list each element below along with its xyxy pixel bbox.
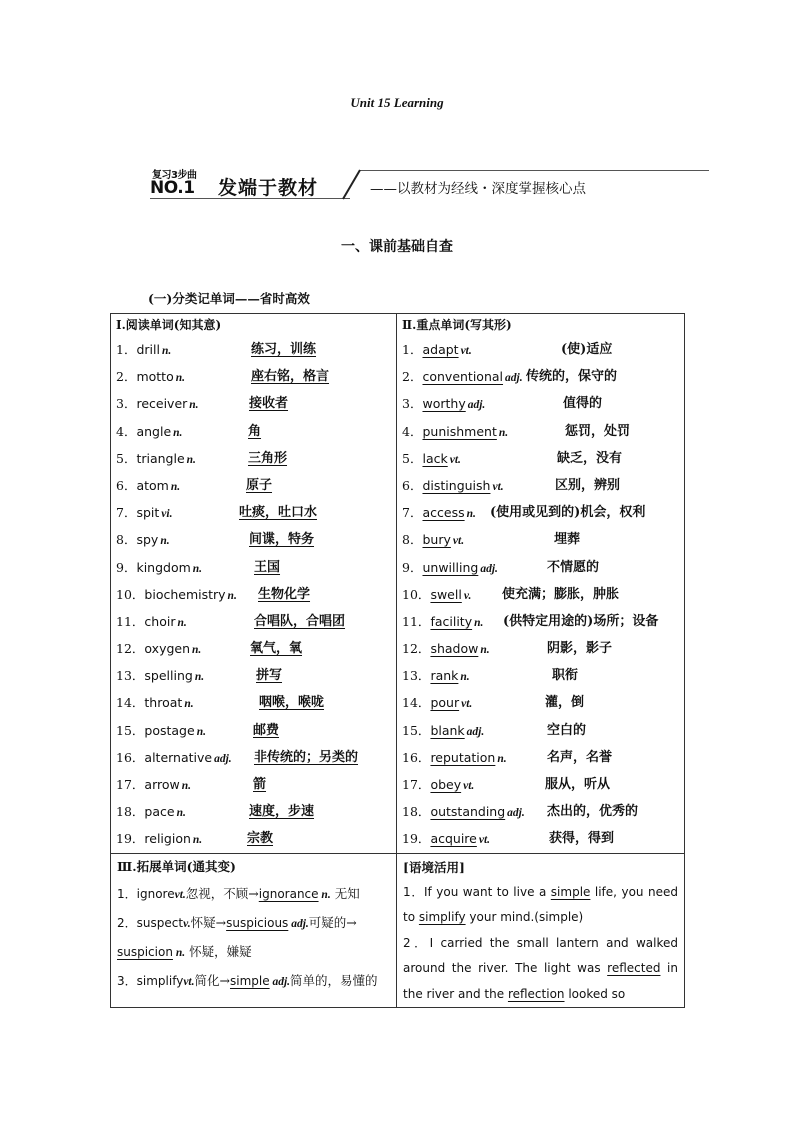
item-number: 14．: [116, 695, 145, 711]
meaning-text: 箭: [253, 777, 267, 792]
answer-word: simple: [550, 884, 591, 899]
meaning-text: 三角形: [248, 450, 288, 466]
pos-label: vt.: [461, 698, 473, 711]
word-entry: [116, 581, 237, 610]
meaning-text: 使充满；膨胀，肿胀: [502, 586, 620, 602]
context-header: [语境活用]: [403, 859, 465, 875]
word-row: [111, 635, 396, 662]
pos-label: vt.: [174, 888, 186, 901]
word-text: rank: [430, 668, 459, 684]
meaning-text: (供特定用途的)场所；设备: [503, 613, 659, 629]
reading-word-list: [111, 336, 396, 853]
pos-label: adj.: [467, 399, 486, 412]
word-entry: [116, 472, 180, 501]
answer-word: reflected: [607, 961, 661, 976]
word-row: [397, 418, 684, 445]
item-number: 18．: [116, 804, 145, 820]
word-entry: [116, 445, 196, 474]
meaning-text: 服从，听从: [545, 777, 611, 792]
meaning-text: 怀疑，嫌疑: [189, 943, 252, 959]
word-row: [111, 744, 396, 771]
word-row: [111, 554, 396, 581]
word-text: shadow: [430, 641, 479, 657]
pos-label: n.: [160, 535, 170, 548]
word-entry: [402, 526, 464, 555]
word-entry: [402, 472, 504, 501]
word-row: [111, 418, 396, 445]
meaning-text: 练习，训练: [251, 342, 317, 357]
sentence-text: your mind.(simple): [465, 910, 584, 925]
sentence-text: life, you need to: [403, 884, 678, 925]
pos-label: adj.: [466, 725, 485, 738]
word-entry: [402, 825, 490, 854]
pos-label: n.: [175, 946, 186, 959]
word-text: facility: [430, 613, 473, 629]
key-words-cell: [397, 314, 685, 854]
word-entry: [402, 608, 483, 637]
word-row: [397, 445, 684, 472]
pos-label: adj.: [505, 372, 523, 385]
word-entry: [116, 689, 194, 718]
word-row: [397, 336, 684, 363]
word-entry: [402, 689, 472, 718]
word-entry: [402, 336, 472, 365]
sentence-text: 2．I carried the small lantern and walked around the river. The light was: [403, 935, 678, 976]
word-text: distinguish: [422, 477, 491, 493]
meaning-text: 可疑的→: [308, 914, 357, 930]
pos-label: n.: [194, 671, 205, 684]
word-text: pour: [430, 695, 460, 711]
banner-title: 发端于教材: [218, 177, 319, 199]
pos-label: n.: [497, 752, 507, 765]
item-number: 8．: [116, 532, 137, 548]
meaning-text: 不情愿的: [547, 559, 600, 575]
item-number: 10．: [116, 586, 145, 602]
pos-label: n.: [181, 780, 192, 792]
word-text: 3．simplify: [117, 973, 184, 988]
word-text: bury: [422, 532, 451, 548]
item-number: 15．: [402, 722, 431, 738]
word-row: [111, 526, 396, 553]
pos-label: vt.: [449, 453, 461, 466]
word-text: punishment: [422, 423, 497, 439]
word-row: [111, 771, 396, 798]
meaning-text: 简化→: [194, 972, 230, 988]
meaning-text: 角: [248, 423, 262, 439]
meaning-text: 生物化学: [258, 586, 311, 602]
word-row: [397, 608, 684, 635]
item-number: 2．: [402, 369, 423, 385]
answer-word: simple: [229, 973, 270, 988]
word-entry: [116, 554, 202, 583]
word-text: swell: [430, 586, 462, 602]
word-entry: [402, 581, 471, 610]
word-text: oxygen: [144, 641, 191, 657]
word-entry: [116, 798, 186, 827]
item-number: 5．: [402, 450, 423, 466]
word-entry: [116, 662, 204, 691]
word-row: [397, 717, 684, 744]
item-number: 4．: [116, 423, 137, 439]
reading-header: Ⅰ.阅读单词(知其意): [116, 318, 222, 332]
word-text: triangle: [136, 450, 185, 466]
word-entry: [402, 635, 490, 664]
item-number: 13．: [116, 668, 145, 684]
item-number: 3．: [116, 396, 137, 412]
pos-label: n.: [480, 644, 490, 657]
answer-word: suspicious: [226, 915, 289, 930]
word-row: [397, 744, 684, 771]
pos-label: n.: [186, 453, 196, 466]
pos-label: n.: [474, 616, 484, 629]
meaning-text: 缺乏，没有: [557, 450, 623, 466]
meaning-text: 惩罚，处罚: [565, 423, 631, 439]
word-entry: [402, 662, 470, 691]
meaning-text: 非传统的；另类的: [254, 749, 359, 765]
word-entry: [402, 554, 498, 583]
word-entry: [402, 771, 474, 800]
answer-word: ignorance: [258, 886, 319, 901]
item-number: 5．: [116, 450, 137, 466]
banner-kicker: 复习3步曲: [152, 170, 197, 181]
pos-label: n.: [184, 698, 194, 711]
word-text: kingdom: [136, 559, 191, 575]
meaning-text: 区别，辨别: [555, 477, 621, 493]
item-number: 9．: [402, 559, 423, 575]
meaning-text: 原子: [246, 477, 273, 493]
meaning-text: 职衔: [552, 668, 579, 684]
item-number: 3．: [402, 396, 423, 412]
pos-label: vt.: [492, 480, 504, 493]
word-row: [111, 499, 396, 526]
sentence-text: looked so: [564, 986, 626, 1001]
word-row: [397, 689, 684, 716]
word-row: [111, 390, 396, 417]
pos-label: n.: [460, 671, 470, 684]
word-entry: [116, 825, 202, 854]
pos-label: vi.: [161, 508, 173, 521]
item-number: 16．: [402, 749, 431, 765]
meaning-text: 邮费: [253, 722, 280, 738]
banner-top-rule: [359, 170, 709, 171]
pos-label: n.: [177, 616, 187, 629]
word-entry: [402, 445, 461, 474]
pos-label: v.: [183, 917, 191, 930]
reading-words-cell: [111, 314, 397, 854]
item-number: 12．: [116, 641, 145, 657]
word-row: [397, 771, 684, 798]
pos-label: n.: [466, 508, 476, 521]
word-entry: [116, 363, 185, 392]
word-entry: [116, 744, 232, 773]
word-text: outstanding: [430, 804, 506, 820]
item-number: 11．: [402, 613, 431, 629]
extended-line: [117, 880, 391, 909]
meaning-text: 氧气，氧: [250, 641, 303, 657]
word-text: spy: [136, 532, 159, 548]
sentence-text: in the river and the: [403, 961, 678, 1001]
word-entry: [116, 526, 170, 555]
extended-line: [117, 909, 391, 967]
word-text: throat: [144, 695, 183, 711]
meaning-text: 怀疑→: [190, 914, 227, 930]
word-entry: [402, 363, 523, 392]
extended-line: [117, 967, 391, 996]
word-text: spit: [136, 505, 160, 521]
word-text: reputation: [430, 749, 496, 765]
item-number: 13．: [402, 668, 431, 684]
pos-label: n.: [161, 345, 172, 357]
meaning-text: 名声，名誉: [547, 749, 613, 765]
meaning-text: 传统的，保守的: [526, 369, 618, 385]
meaning-text: 杰出的，优秀的: [547, 804, 639, 820]
meaning-text: 咽喉，喉咙: [259, 695, 325, 711]
item-number: 6．: [116, 477, 137, 493]
word-entry: [402, 798, 525, 827]
word-row: [111, 581, 396, 608]
slash-divider-icon: [340, 168, 364, 200]
word-text: postage: [144, 722, 195, 738]
answer-word: simplify: [418, 910, 466, 925]
word-row: [397, 635, 684, 662]
word-row: [397, 581, 684, 608]
word-row: [111, 445, 396, 472]
banner-subtitle: ——以教材为经线・深度掌握核心点: [370, 181, 586, 197]
word-text: acquire: [430, 831, 477, 847]
word-entry: [402, 390, 485, 419]
word-row: [111, 798, 396, 825]
word-entry: [116, 390, 199, 419]
item-number: 4．: [402, 423, 423, 439]
item-number: 7．: [116, 505, 137, 521]
word-row: [397, 363, 684, 390]
pos-label: adj.: [291, 917, 309, 930]
item-number: 15．: [116, 722, 145, 738]
pos-label: n.: [227, 589, 237, 602]
meaning-text: 宗教: [247, 831, 274, 847]
word-entry: [116, 717, 206, 746]
word-text: worthy: [422, 396, 466, 412]
context-practice-cell: [397, 853, 685, 1008]
meaning-text: 间谍，特务: [249, 532, 315, 548]
word-entry: [402, 418, 508, 447]
pos-label: v.: [463, 589, 472, 602]
item-number: 14．: [402, 695, 431, 711]
pos-label: n.: [196, 725, 206, 738]
context-sentence: [403, 931, 678, 1008]
meaning-text: 王国: [254, 559, 281, 575]
word-entry: [116, 336, 171, 365]
item-number: 19．: [116, 831, 145, 847]
pos-label: n.: [176, 807, 186, 820]
item-number: 9．: [116, 559, 137, 575]
word-text: 1．ignore: [117, 886, 175, 901]
word-text: religion: [144, 831, 191, 847]
pos-label: n.: [192, 562, 203, 575]
key-word-list: [397, 336, 684, 853]
pos-label: n.: [192, 834, 203, 847]
word-text: alternative: [144, 749, 213, 765]
word-entry: [402, 717, 484, 746]
section-banner: [150, 166, 710, 200]
word-text: lack: [422, 450, 448, 466]
meaning-text: (使用或见到的)机会，权利: [490, 505, 646, 521]
item-number: 12．: [402, 641, 431, 657]
pos-label: vt.: [452, 535, 465, 548]
word-row: [111, 608, 396, 635]
pos-label: vt.: [183, 975, 195, 988]
answer-word: reflection: [507, 986, 565, 1001]
item-number: 18．: [402, 804, 431, 820]
word-row: [111, 825, 396, 852]
word-entry: [116, 499, 172, 528]
word-entry: [116, 635, 201, 664]
pos-label: n.: [498, 426, 509, 439]
word-row: [111, 472, 396, 499]
word-text: motto: [136, 369, 174, 385]
sentence-text: 1．If you want to live a: [403, 884, 551, 899]
word-row: [397, 526, 684, 553]
meaning-text: 速度，步速: [249, 804, 315, 820]
vocabulary-table: [110, 313, 685, 1008]
word-entry: [116, 771, 191, 800]
context-sentence: [403, 880, 678, 931]
word-row: [397, 554, 684, 581]
word-text: unwilling: [422, 559, 479, 575]
word-entry: [402, 499, 476, 528]
word-text: 2．suspect: [117, 915, 184, 930]
word-text: access: [422, 505, 465, 521]
item-number: 10．: [402, 586, 431, 602]
meaning-text: 座右铭，格言: [251, 369, 330, 385]
meaning-text: 简单的，易懂的: [290, 972, 378, 988]
pos-label: n.: [173, 426, 183, 439]
pos-label: n.: [175, 372, 186, 385]
item-number: 7．: [402, 505, 423, 521]
pos-label: n.: [170, 480, 181, 493]
extended-header: Ⅲ.拓展单词(通其变): [117, 858, 236, 874]
item-number: 6．: [402, 477, 423, 493]
extended-words-cell: [111, 853, 397, 1008]
word-row: [397, 825, 684, 852]
item-number: 17．: [116, 777, 145, 792]
pos-label: adj.: [480, 562, 498, 575]
pos-label: adj.: [214, 752, 232, 765]
section-title: 一、课前基础自查: [341, 239, 453, 255]
word-row: [111, 689, 396, 716]
word-row: [111, 662, 396, 689]
answer-word: suspicion: [117, 944, 173, 959]
item-number: 19．: [402, 831, 431, 847]
item-number: 16．: [116, 749, 145, 765]
key-header: Ⅱ.重点单词(写其形): [402, 318, 512, 332]
meaning-text: 接收者: [249, 396, 289, 412]
word-text: receiver: [136, 396, 188, 412]
word-row: [111, 336, 396, 363]
word-text: conventional: [422, 369, 504, 385]
word-row: [397, 472, 684, 499]
pos-label: adj.: [272, 975, 291, 988]
meaning-text: 阴影，影子: [547, 641, 613, 657]
word-row: [397, 390, 684, 417]
meaning-text: 获得，得到: [549, 831, 615, 847]
item-number: 1．: [402, 342, 423, 357]
word-row: [111, 717, 396, 744]
word-row: [397, 798, 684, 825]
word-entry: [116, 418, 182, 447]
meaning-text: (使)适应: [561, 342, 613, 357]
word-row: [397, 499, 684, 526]
meaning-text: 灌，倒: [545, 695, 585, 711]
meaning-text: 忽视，不顾→: [185, 885, 259, 901]
word-text: angle: [136, 423, 172, 439]
pos-label: vt.: [460, 345, 472, 357]
word-text: spelling: [144, 668, 193, 684]
item-number: 11．: [116, 613, 145, 629]
meaning-text: 拼写: [256, 668, 283, 684]
pos-label: n.: [189, 399, 199, 412]
word-text: adapt: [422, 342, 459, 357]
pos-label: adj.: [507, 807, 525, 820]
word-row: [111, 363, 396, 390]
word-text: atom: [136, 477, 169, 493]
word-row: [397, 662, 684, 689]
item-number: 1．: [116, 342, 137, 357]
word-text: blank: [430, 722, 465, 738]
pos-label: vt.: [478, 834, 491, 847]
banner-number: NO.1: [150, 178, 195, 198]
word-text: arrow: [144, 777, 180, 792]
item-number: 17．: [402, 777, 431, 792]
word-text: obey: [430, 777, 462, 792]
meaning-text: 吐痰，吐口水: [239, 505, 318, 521]
meaning-text: 合唱队，合唱团: [254, 613, 346, 629]
word-text: pace: [144, 804, 175, 820]
word-entry: [116, 608, 187, 637]
item-number: 2．: [116, 369, 137, 385]
word-text: choir: [144, 613, 176, 629]
word-entry: [402, 744, 507, 773]
meaning-text: 空白的: [547, 722, 587, 738]
word-text: drill: [136, 342, 160, 357]
meaning-text: 埋葬: [554, 532, 581, 548]
pos-label: vt.: [463, 780, 475, 792]
pos-label: n.: [192, 644, 202, 657]
item-number: 8．: [402, 532, 423, 548]
meaning-text: 无知: [334, 885, 360, 901]
word-text: biochemistry: [144, 586, 226, 602]
subsection-title: (一)分类记单词——省时高效: [148, 291, 310, 306]
unit-title: Unit 15 Learning: [350, 95, 444, 110]
meaning-text: 值得的: [563, 396, 603, 412]
pos-label: n.: [321, 888, 331, 901]
